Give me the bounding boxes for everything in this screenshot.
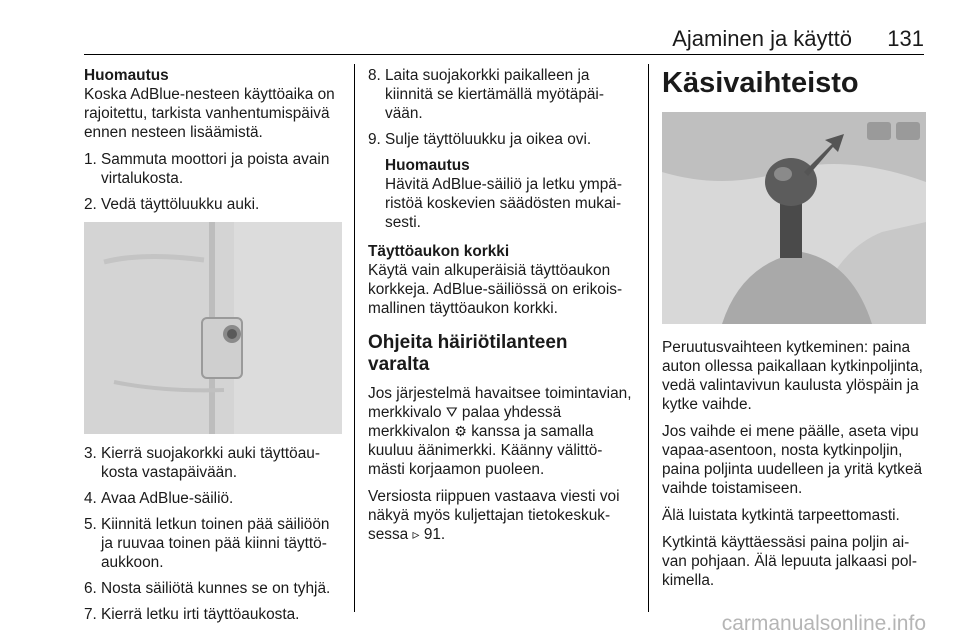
section-heading-troubleshooting: Ohjeita häiriötilanteen varalta — [368, 332, 568, 375]
note-block — [368, 156, 634, 232]
step-number: 5. — [84, 516, 97, 533]
column-divider — [354, 64, 355, 612]
paragraph: Jos vaihde ei mene päälle, aseta vipu vapaa-asentoon, nosta kytkinpoljin, paina poljinta uudelleen ja yritä kytkeä vaihde toistamiseen. — [662, 423, 923, 497]
page-reference-arrow-icon: ▹ — [412, 526, 420, 542]
column-right — [662, 66, 926, 590]
step-text: Nosta säiliötä kunnes se on tyhjä. — [101, 580, 331, 597]
text-run: kanssa ja samalla kuuluu äänimerkki. Käänny välittömästi korjaamon puoleen. — [368, 423, 603, 478]
chapter-title: Ajaminen ja käyttö — [672, 26, 852, 51]
step-text: Kiinnitä letkun toinen pää säiliöön ja ruuvaa toinen pää kiinni täyttöaukkoon. — [101, 516, 330, 571]
driver-info-paragraph — [368, 487, 634, 544]
step-text: Sulje täyttöluukku ja oikea ovi. — [385, 131, 592, 148]
list-item — [84, 150, 342, 188]
note-text: Hävitä AdBlue-säiliö ja letku ympäristöä koskevien säädösten mukaisesti. — [385, 176, 622, 231]
paragraph: Kytkintä käyttäessäsi paina poljin aivan pohjaan. Älä lepuuta jalkaasi polkimella. — [662, 534, 917, 589]
column-left — [84, 66, 342, 631]
step-number: 2. — [84, 196, 97, 213]
adblue-warning-icon: ⛛ — [445, 404, 458, 420]
step-list — [84, 444, 342, 624]
troubleshooting-paragraph — [368, 384, 634, 479]
list-item — [84, 489, 342, 508]
step-text: Vedä täyttöluukku auki. — [101, 196, 260, 213]
paragraph: Älä luistata kytkintä tarpeettomasti. — [662, 507, 900, 524]
filler-cap-text: Käytä vain alkuperäisiä täyttöaukon korkkeja. AdBlue-säiliössä on erikoismallinen täyttöaukon korkki. — [368, 262, 623, 317]
watermark: carmanualsonline.info — [721, 612, 926, 635]
column-divider — [648, 64, 649, 612]
header-rule — [84, 54, 924, 55]
text-run: Jos järjestelmä havaitsee toimintavian, merkkivalo — [368, 385, 632, 421]
note-text: Koska AdBlue-nesteen käyttöaika on rajoitettu, tarkista vanhentumispäivä ennen nesteen lisäämistä. — [84, 86, 335, 141]
list-item — [84, 444, 342, 482]
list-item — [84, 195, 342, 214]
list-item — [368, 130, 634, 149]
fuel-flap-illustration — [84, 222, 342, 434]
step-text: Laita suojakorkki paikalleen ja kiinnitä se kiertämällä myötäpäivään. — [385, 67, 604, 122]
step-number: 8. — [368, 67, 381, 84]
gear-lever-illustration — [662, 112, 926, 324]
subheading-filler-cap: Täyttöaukon korkki — [368, 243, 510, 260]
page-number: 131 — [887, 26, 924, 51]
list-item — [84, 579, 342, 598]
step-number: 3. — [84, 445, 97, 462]
step-number: 1. — [84, 151, 97, 168]
column-middle — [368, 66, 634, 544]
page-header — [0, 26, 960, 54]
list-item — [84, 515, 342, 572]
paragraph: Peruutusvaihteen kytkeminen: paina auton ollessa paikallaan kytkinpoljinta, vedä valintavivun kaulusta ylöspäin ja kytke vaihde. — [662, 339, 923, 413]
gear-lever-photo — [662, 112, 926, 324]
step-number: 4. — [84, 490, 97, 507]
page-reference[interactable]: 91. — [423, 526, 446, 543]
step-text: Kierrä letku irti täyttöaukosta. — [101, 606, 300, 623]
text-run: palaa yhdessä merkkivalon — [368, 404, 562, 440]
note-title: Huomautus — [84, 67, 169, 84]
step-number: 6. — [84, 580, 97, 597]
fuel-flap-photo — [84, 222, 342, 434]
note-title: Huomautus — [385, 157, 470, 174]
step-list — [84, 150, 342, 214]
section-title-manual-gearbox: Käsivaihteisto — [662, 67, 859, 99]
step-list — [368, 66, 634, 149]
step-number: 7. — [84, 606, 97, 623]
engine-check-icon: ⚙ — [454, 423, 467, 439]
list-item — [368, 66, 634, 123]
step-text: Kierrä suojakorkki auki täyttöaukosta vastapäivään. — [101, 445, 321, 481]
text-run: Versiosta riippuen vastaava viesti voi näkyä myös kuljettajan tietokeskuksessa — [368, 488, 620, 543]
step-text: Sammuta moottori ja poista avain virtalukosta. — [101, 151, 330, 187]
step-text: Avaa AdBlue-säiliö. — [101, 490, 234, 507]
step-number: 9. — [368, 131, 381, 148]
